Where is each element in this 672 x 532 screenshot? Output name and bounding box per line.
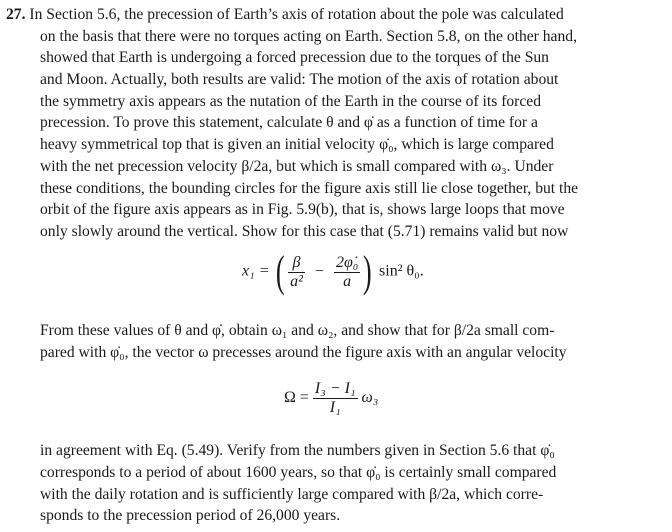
paragraph-line: only slowly around the vertical. Show for this case that (5.71) remains valid but now xyxy=(40,223,569,240)
paragraph-line: precession. To prove this statement, calculate θ and φ̇ as a function of time for a xyxy=(40,114,538,131)
fraction-numerator: I₃ − I₁ xyxy=(314,380,356,397)
minus-sign: − xyxy=(314,262,324,280)
right-paren: ) xyxy=(363,247,373,296)
paragraph-line: the symmetry axis appears as the nutation of the Earth in the course of its forced xyxy=(40,93,542,110)
left-paren: ( xyxy=(276,247,286,296)
fraction-denominator: a xyxy=(343,272,352,290)
paragraph-line: with the daily rotation and is sufficiently large compared with β/2a, which corre- xyxy=(40,486,544,503)
paragraph-line: From these values of θ and φ̇, obtain ω₁ and ω₂, and show that for β/2a small com- xyxy=(40,322,555,339)
paragraph-line: showed that Earth is undergoing a forced precession due to the torques of the Sun xyxy=(40,49,549,66)
paragraph-line: corresponds to a period of about 1600 years, so that φ̇₀ is certainly small compared xyxy=(40,464,557,481)
equation-x1 xyxy=(242,247,424,296)
paragraph-line: these conditions, the bounding circles for the figure axis still lie close together, but the xyxy=(40,180,579,197)
fraction-numerator: 2φ̇₀ xyxy=(335,253,359,271)
equation-omega xyxy=(284,380,378,416)
fraction-numerator: β xyxy=(288,254,305,273)
fraction-beta-over-a2 xyxy=(288,254,305,290)
paragraph-line: and Moon. Actually, both results are valid: The motion of the axis of rotation about xyxy=(40,71,559,88)
paragraph-line: heavy symmetrical top that is given an initial velocity φ̇₀, which is large compared xyxy=(40,136,554,153)
problem-number: 27. xyxy=(6,6,26,23)
fraction-2phi0-over-a xyxy=(334,254,360,290)
paragraph-line: in agreement with Eq. (5.49). Verify from the numbers given in Section 5.6 that φ̇₀ xyxy=(40,442,555,459)
fraction-inertia-ratio xyxy=(313,380,358,416)
equation-rhs: ω₃ xyxy=(361,388,379,406)
paragraph-line: pared with φ̇₀, the vector ω precesses around the figure axis with an angular velocity xyxy=(40,344,567,361)
paragraph-line xyxy=(6,4,564,26)
paragraph-line: orbit of the figure axis appears as in Fig. 5.9(b), that is, shows large loops that move xyxy=(40,201,565,218)
paragraph-line: on the basis that there were no torques acting on Earth. Section 5.8, on the other hand, xyxy=(40,28,577,45)
equation-lhs: Ω = xyxy=(284,388,309,406)
line-text: In Section 5.6, the precession of Earth’s axis of rotation about the pole was calculated xyxy=(29,6,564,23)
paragraph-line: with the net precession velocity β/2a, but which is small compared with ω₃. Under xyxy=(40,158,554,175)
fraction-denominator: I₁ xyxy=(329,398,341,416)
paragraph-line: sponds to the precession period of 26,000 years. xyxy=(40,507,341,524)
equation-lhs: x₁ = xyxy=(242,262,270,280)
equation-rhs: sin² θ₀. xyxy=(379,262,424,280)
fraction-denominator: a² xyxy=(290,272,303,290)
